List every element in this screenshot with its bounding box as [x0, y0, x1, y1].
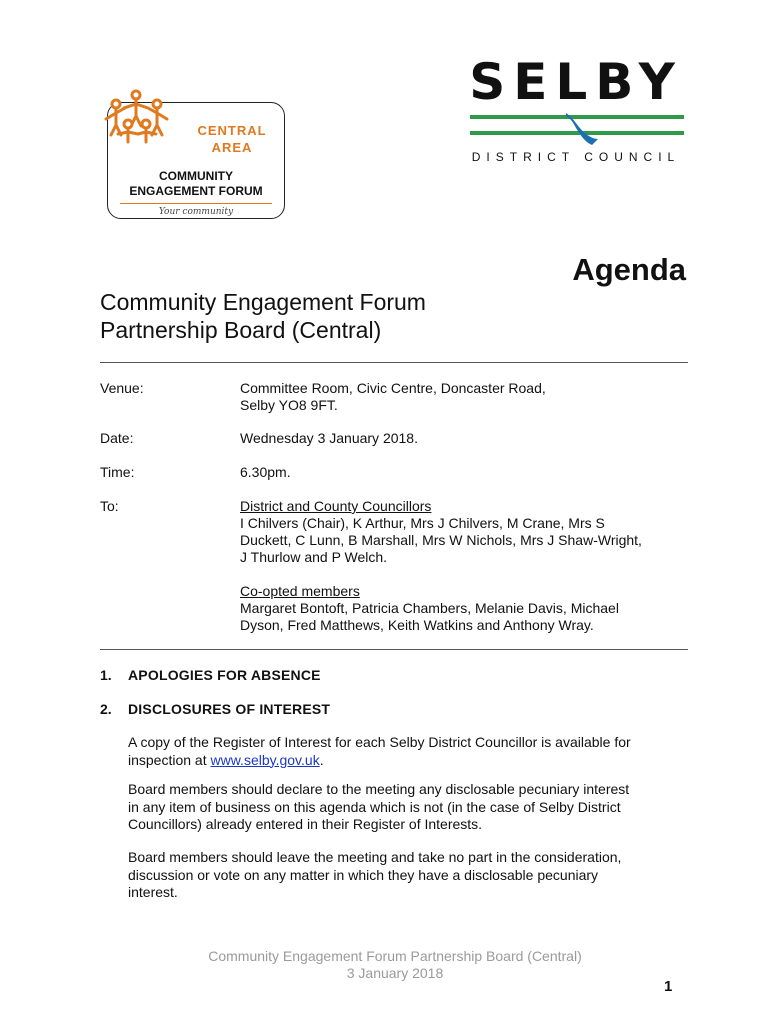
date-label: Date: [100, 430, 134, 446]
venue-value [240, 380, 692, 414]
forum-name-line2: Partnership Board (Central) [100, 317, 382, 343]
forum-logo-line1: CENTRAL [197, 123, 267, 138]
forum-name-line1: Community Engagement Forum [100, 289, 426, 315]
disclosure-paragraph-1 [128, 734, 690, 769]
forum-logo [100, 88, 286, 220]
disclosure-p2-line3: Councillors) already entered in their Register of Interests. [128, 816, 483, 832]
councillors-line3: J Thurlow and P Welch. [240, 549, 388, 565]
venue-label: Venue: [100, 380, 144, 396]
forum-logo-line2: AREA [211, 140, 253, 155]
item-title-apologies: APOLOGIES FOR ABSENCE [128, 667, 321, 683]
disclosure-p2-line1: Board members should declare to the meeting any disclosable pecuniary interest [128, 781, 630, 797]
disclosure-paragraph-2 [128, 781, 690, 834]
forum-logo-tagline: Your community [158, 207, 234, 217]
footer-line1: Community Engagement Forum Partnership Board (Central) [208, 948, 582, 964]
recipients [240, 498, 692, 634]
disclosure-paragraph-3 [128, 849, 690, 902]
disclosure-p3-line1: Board members should leave the meeting and take no part in the consideration, [128, 849, 622, 865]
disclosure-p3-line2: discussion or vote on any matter in which they have a disclosable pecuniary [128, 866, 599, 883]
disclosure-p1-line1: A copy of the Register of Interest for each Selby District Councillor is available for [128, 734, 631, 750]
councillors-line2: Duckett, C Lunn, B Marshall, Mrs W Nichols, Mrs J Shaw-Wright, [240, 532, 642, 548]
to-label: To: [100, 498, 119, 514]
disclosure-p1-suffix: . [319, 751, 324, 768]
coopted-line1: Margaret Bontoft, Patricia Chambers, Melanie Davis, Michael [240, 600, 619, 616]
disclosure-p2-line2: in any item of business on this agenda which is not (in the case of Selby District [128, 798, 621, 815]
forum-logo-title-line2: ENGAGEMENT FORUM [129, 184, 263, 198]
forum-logo-title-line1: COMMUNITY [159, 169, 233, 183]
details-divider [100, 649, 688, 650]
header-divider [100, 362, 688, 363]
item-number: 2. [100, 701, 112, 717]
council-logo-wordmark: SELBY [469, 53, 683, 111]
forum-name [100, 288, 660, 344]
date-value: Wednesday 3 January 2018. [240, 430, 418, 446]
coopted-line2: Dyson, Fred Matthews, Keith Watkins and Anthony Wray. [240, 617, 594, 633]
council-logo [466, 53, 686, 170]
disclosure-p3-line3: interest. [128, 884, 178, 900]
coopted-heading: Co-opted members [240, 583, 360, 599]
disclosure-p1-prefix: inspection at [128, 751, 211, 768]
footer-line2: 3 January 2018 [346, 965, 444, 981]
agenda-heading: Agenda [572, 252, 686, 287]
item-number: 1. [100, 667, 112, 683]
time-label: Time: [100, 464, 135, 480]
people-circle-icon [100, 88, 172, 148]
item-title-disclosures: DISCLOSURES OF INTEREST [128, 701, 331, 717]
page-number: 1 [664, 978, 673, 995]
venue-line2: Selby YO8 9FT. [240, 397, 338, 413]
river-stripes-icon [470, 112, 684, 146]
forum-logo-rule [120, 203, 272, 204]
councillors-line1: I Chilvers (Chair), K Arthur, Mrs J Chilvers, M Crane, Mrs S [240, 515, 605, 531]
disclosure-p1-line2 [128, 752, 690, 770]
councillors-heading: District and County Councillors [240, 498, 432, 514]
venue-line1: Committee Room, Civic Centre, Doncaster Road, [240, 380, 546, 396]
council-logo-subtitle: DISTRICT COUNCIL [471, 150, 681, 164]
forum-logo-title [114, 169, 278, 199]
forum-logo-area [186, 122, 278, 156]
footer [100, 948, 690, 982]
time-value: 6.30pm. [240, 464, 291, 480]
selby-website-link[interactable]: www.selby.gov.uk [210, 751, 320, 768]
